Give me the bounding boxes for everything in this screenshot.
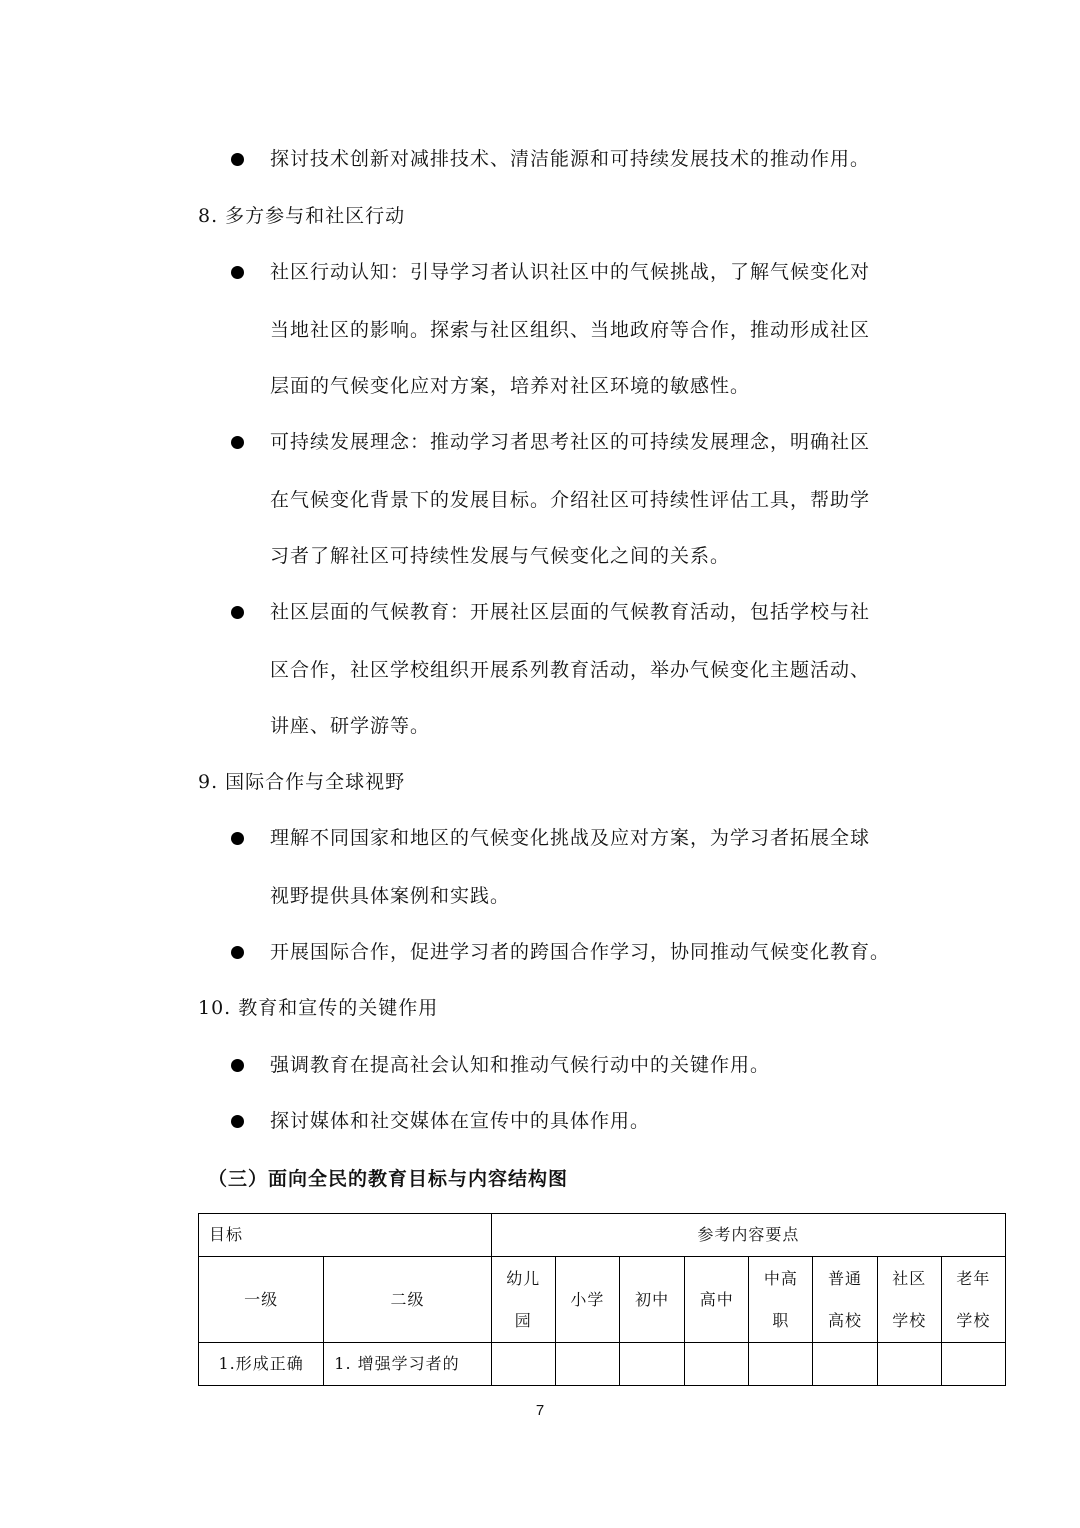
table-cell [491,1343,555,1386]
cell-line: 学校 [892,1310,927,1330]
section-heading: 10. 教育和宣传的关键作用 [198,997,439,1019]
table-cell [877,1343,941,1386]
structure-table [198,1213,1006,1386]
bullet-text: 开展国际合作，促进学习者的跨国合作学习，协同推动气候变化教育。 [270,941,891,963]
bullet-text: 在气候变化背景下的发展目标。介绍社区可持续性评估工具，帮助学 [270,489,871,511]
cell-line: 幼儿 [506,1268,541,1288]
table-header-community [877,1257,941,1343]
bullet-text: 层面的气候变化应对方案，培养对社区环境的敏感性。 [270,375,751,397]
table-header-junior: 初中 [620,1257,685,1343]
cell-line: 中高 [763,1268,798,1288]
bullet-icon [231,832,244,845]
cell-line: 学校 [956,1310,991,1330]
table-cell [749,1343,813,1386]
cell-line: 园 [514,1310,532,1330]
cell-line: 社区 [892,1268,927,1288]
subsection-heading: （三）面向全民的教育目标与内容结构图 [208,1168,569,1190]
bullet-icon [231,436,244,449]
cell-line: 高校 [828,1310,863,1330]
bullet-icon [231,606,244,619]
table-header-university [813,1257,877,1343]
bullet-text: 习者了解社区可持续性发展与气候变化之间的关系。 [270,545,731,567]
bullet-icon [231,1059,244,1072]
bullet-icon [231,153,244,166]
cell-line: 职 [772,1310,790,1330]
table-header-kindergarten [491,1257,555,1343]
cell-line: 老年 [956,1268,991,1288]
bullet-icon [231,1115,244,1128]
table-header-goal: 目标 [199,1214,492,1257]
table-header-primary: 小学 [555,1257,619,1343]
table-header-level1: 一级 [199,1257,324,1343]
bullet-text: 当地社区的影响。探索与社区组织、当地政府等合作，推动形成社区 [270,319,871,341]
bullet-text: 强调教育在提高社会认知和推动气候行动中的关键作用。 [270,1054,771,1076]
bullet-text: 理解不同国家和地区的气候变化挑战及应对方案，为学习者拓展全球 [270,827,871,849]
table-cell [813,1343,877,1386]
bullet-text: 可持续发展理念：推动学习者思考社区的可持续发展理念，明确社区 [270,431,871,453]
bullet-text: 社区层面的气候教育：开展社区层面的气候教育活动，包括学校与社 [270,601,871,623]
bullet-icon [231,266,244,279]
bullet-text: 视野提供具体案例和实践。 [270,885,511,907]
cell-line: 普通 [828,1268,863,1288]
table-cell [685,1343,749,1386]
table-header-level2: 二级 [324,1257,491,1343]
section-heading: 9. 国际合作与全球视野 [198,771,406,793]
bullet-text: 区合作，社区学校组织开展系列教育活动，举办气候变化主题活动、 [270,659,871,681]
table-cell [620,1343,685,1386]
table-header-senior: 高中 [685,1257,749,1343]
table-header-elderly [941,1257,1005,1343]
section-heading: 8. 多方参与和社区行动 [198,205,406,227]
bullet-text: 探讨技术创新对减排技术、清洁能源和可持续发展技术的推动作用。 [270,148,871,170]
bullet-icon [231,946,244,959]
bullet-text: 讲座、研学游等。 [270,715,431,737]
bullet-text: 社区行动认知：引导学习者认识社区中的气候挑战，了解气候变化对 [270,261,871,283]
table-header-reference: 参考内容要点 [491,1214,1005,1257]
table-cell-level2: 1. 增强学习者的 [324,1343,491,1386]
table-header-vocational [749,1257,813,1343]
page-number: 7 [535,1402,545,1419]
bullet-text: 探讨媒体和社交媒体在宣传中的具体作用。 [270,1110,651,1132]
table-cell-level1: 1.形成正确 [199,1343,324,1386]
table-cell [941,1343,1005,1386]
table-cell [555,1343,619,1386]
